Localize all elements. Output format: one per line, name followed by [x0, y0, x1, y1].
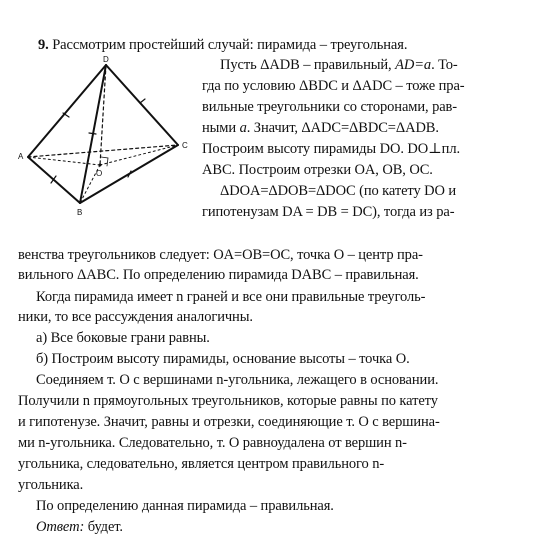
- problem-title: Рассмотрим простейший случай: пирамида – треугольная.: [52, 37, 408, 53]
- label-d: D: [103, 55, 109, 64]
- text-run: . Значит, ΔADC=ΔBDC=ΔADB.: [246, 120, 439, 136]
- text-run: ными: [202, 120, 240, 136]
- label-a: A: [18, 152, 24, 161]
- edge-ab: [28, 157, 80, 203]
- paragraph1-line2: гда по условию ΔBDC и ΔADC – тоже пра-: [202, 78, 465, 94]
- paragraph1-line7: ΔDOA=ΔDOB=ΔDOC (по катету DO и: [220, 183, 457, 199]
- problem-number: 9.: [38, 37, 49, 53]
- text-run: Пусть ΔADB – правильный,: [220, 57, 396, 73]
- point-o: [99, 164, 102, 167]
- paragraph1-line6: ABC. Построим отрезки OA, OB, OC.: [202, 162, 433, 178]
- answer-label: Ответ:: [36, 519, 85, 535]
- paragraph1-line5: Построим высоту пирамиды DO. DO⊥пл.: [202, 141, 460, 157]
- paragraph1-line9: венства треугольников следует: OA=OB=OC, точка O – центр пра-: [18, 247, 423, 263]
- paragraph3-line1: Соединяем т. O с вершинами n-угольника, лежащего в основании.: [36, 372, 439, 388]
- label-b: B: [77, 208, 83, 217]
- label-o: O: [96, 169, 103, 178]
- paragraph3-line2: Получили n прямоугольных треугольников, которые равны по катету: [18, 393, 438, 409]
- paragraph3-line4: ми n-угольника. Следовательно, т. O равноудалена от вершин n-: [18, 435, 407, 451]
- problem-heading: [38, 36, 407, 54]
- formula: a: [239, 120, 247, 136]
- tick-mark: [140, 99, 145, 103]
- paragraph1-line4: [202, 119, 439, 137]
- answer-text: будет.: [84, 519, 123, 535]
- paragraph1-line1: [220, 56, 458, 74]
- paragraph3-line3: и гипотенузе. Значит, равны и отрезки, соединяющие т. O с вершина-: [18, 414, 440, 430]
- paragraph1-line10: вильного ΔABC. По определению пирамида DABC – правильная.: [18, 267, 419, 283]
- text-run: . То-: [431, 57, 458, 73]
- item-b: б) Построим высоту пирамиды, основание высоты – точка O.: [36, 351, 410, 367]
- answer: [36, 518, 123, 536]
- edge-da: [28, 65, 106, 157]
- conclusion: По определению данная пирамида – правильная.: [36, 498, 334, 514]
- pyramid-figure: [18, 55, 193, 225]
- tick-mark: [89, 133, 96, 134]
- paragraph2-line1: Когда пирамида имеет n граней и все они правильные треуголь-: [36, 289, 426, 305]
- paragraph1-line8: гипотенузам DA = DB = DC), тогда из ра-: [202, 204, 455, 220]
- paragraph3-line6: угольника.: [18, 477, 84, 493]
- label-c: C: [182, 141, 188, 150]
- paragraph2-line2: ники, то все рассуждения аналогичны.: [18, 309, 253, 325]
- item-a: а) Все боковые грани равны.: [36, 330, 210, 346]
- formula: AD=a: [395, 57, 432, 73]
- paragraph1-line3: вильные треугольники со сторонами, рав-: [202, 99, 458, 115]
- paragraph3-line5: угольника, следовательно, является центром правильного n-: [18, 456, 385, 472]
- edge-dc: [106, 65, 178, 145]
